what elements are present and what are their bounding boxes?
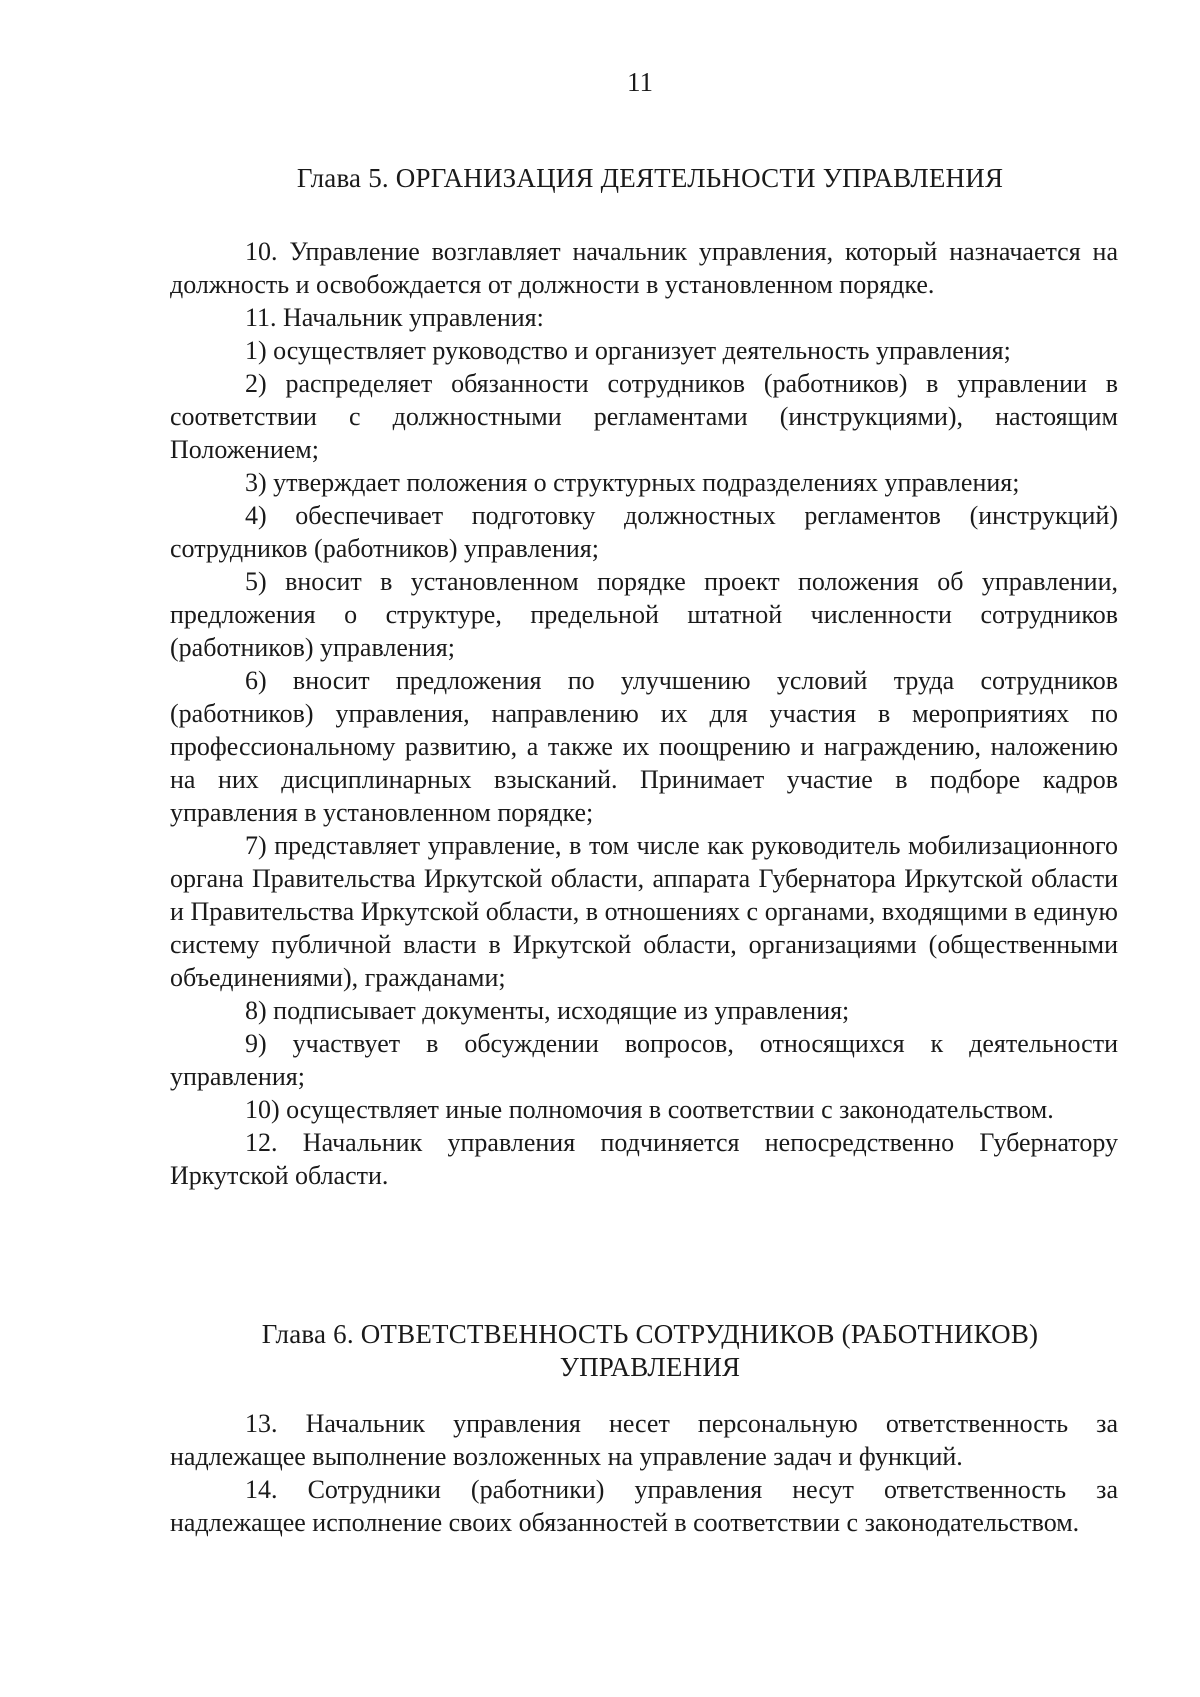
chapter-5-title: Глава 5. ОРГАНИЗАЦИЯ ДЕЯТЕЛЬНОСТИ УПРАВЛЕНИЯ: [296, 163, 1004, 193]
list-item-9: 9) участвует в обсуждении вопросов, относящихся к деятельности управления;: [170, 1029, 1118, 1091]
list-item-1: 1) осуществляет руководство и организует деятельность управления;: [245, 336, 1011, 365]
chapter-6-title-line-2: УПРАВЛЕНИЯ: [559, 1352, 741, 1382]
paragraph-14: 14. Сотрудники (работники) управления несут ответственность за надлежащее исполнение своих обязанностей в соответствии с законодательством.: [170, 1475, 1118, 1537]
chapter-6-body: [170, 1407, 1118, 1539]
list-item-6: 6) вносит предложения по улучшению условий труда сотрудников (работников) управления, направлению их для участия в мероприятиях по профессиональному развитию, а также их поощрению и награждению, наложению на них дисциплинарных взысканий. Принимает участие в подборе кадров управления в установленном порядке;: [170, 666, 1118, 827]
paragraph-13: 13. Начальник управления несет персональную ответственность за надлежащее выполнение возложенных на управление задач и функций.: [170, 1409, 1118, 1471]
paragraph-11: 11. Начальник управления:: [245, 303, 544, 332]
list-item-5: 5) вносит в установленном порядке проект положения об управлении, предложения о структуре, предельной штатной численности сотрудников (работников) управления;: [170, 567, 1118, 662]
chapter-6-title: [170, 1318, 1130, 1384]
chapter-6-title-line-1: Глава 6. ОТВЕТСТВЕННОСТЬ СОТРУДНИКОВ (РАБОТНИКОВ): [261, 1319, 1039, 1349]
page-number: 11: [627, 67, 653, 97]
list-item-4: 4) обеспечивает подготовку должностных регламентов (инструкций) сотрудников (работников) управления;: [170, 501, 1118, 563]
list-item-2: 2) распределяет обязанности сотрудников (работников) в управлении в соответствии с должностными регламентами (инструкциями), настоящим Положением;: [170, 369, 1118, 464]
chapter-5-body: [170, 235, 1118, 1192]
list-item-3: 3) утверждает положения о структурных подразделениях управления;: [245, 468, 1020, 497]
list-item-7: 7) представляет управление, в том числе как руководитель мобилизационного органа Правительства Иркутской области, аппарата Губернатора Иркутской области и Правительства Иркутской области, в отношениях с органами, входящими в единую систему публичной власти в Иркутской области, организациями (общественными объединениями), гражданами;: [170, 831, 1118, 992]
list-item-10: 10) осуществляет иные полномочия в соответствии с законодательством.: [245, 1095, 1054, 1124]
paragraph-10: 10. Управление возглавляет начальник управления, который назначается на должность и освобождается от должности в установленном порядке.: [170, 237, 1118, 299]
list-item-8: 8) подписывает документы, исходящие из управления;: [245, 996, 850, 1025]
paragraph-12: 12. Начальник управления подчиняется непосредственно Губернатору Иркутской области.: [170, 1128, 1118, 1190]
